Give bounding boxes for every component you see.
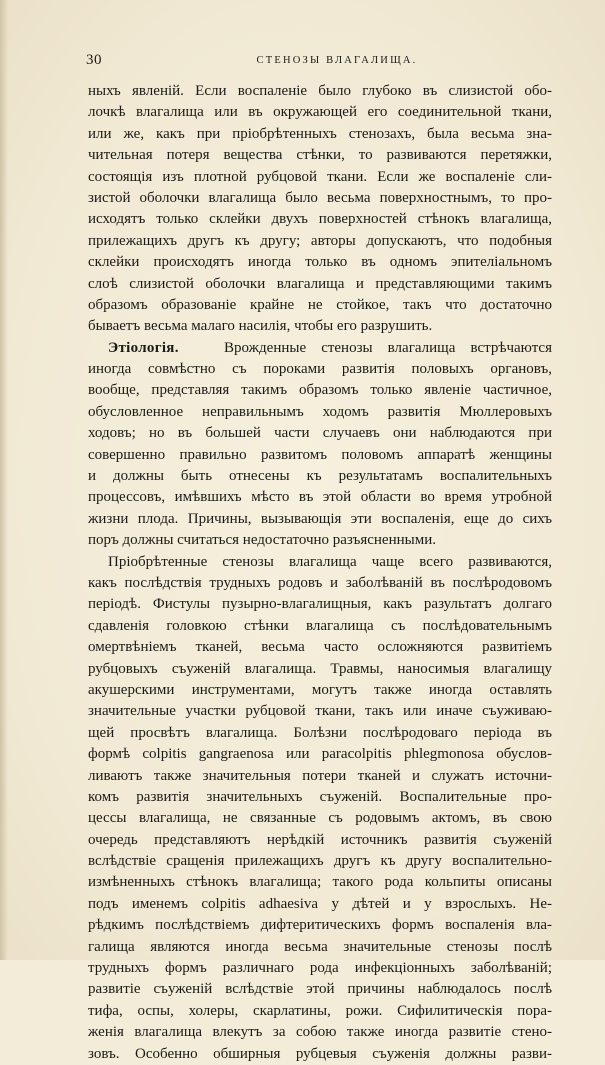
text-line: подъ именемъ colpitis adhaesiva у дѣтей и у взрослыхъ. Не- <box>88 895 552 912</box>
text-line: образомъ образованіе крайне не стойкое, такъ что достаточно <box>88 296 552 313</box>
text-line: слоѣ слизистой оболочки влагалища и представляющими такимъ <box>88 275 552 292</box>
text-line: вслѣдствіе сращенія прилежащихъ другъ къ другу воспалительно- <box>88 853 552 870</box>
text-line: сдавленія головкою стѣнки влагалища съ послѣдовательнымъ <box>88 617 552 634</box>
text-line: цессы влагалища, не связанные съ родовымъ актомъ, въ свою <box>88 810 552 827</box>
text-line: состоящія изъ плотной рубцовой ткани. Если же воспаленіе сли- <box>88 168 552 185</box>
text-line: исходятъ только склейки двухъ поверхностей стѣнокъ влагалища, <box>88 211 552 228</box>
text-line: какъ послѣдствія трудныхъ родовъ и заболѣваній въ послѣродовомъ <box>88 574 552 591</box>
text-line: зистой оболочки влагалища было весьма поверхностнымъ, то про- <box>88 189 552 206</box>
text-line: совершенно правильно развитомъ половомъ аппаратѣ женщины <box>88 446 552 463</box>
text-line: развитіе съуженій вслѣдствіе этой причины наблюдалось послѣ <box>88 981 552 998</box>
text-line: галища являются иногда весьма значительные стенозы послѣ <box>88 938 552 955</box>
paragraph-acquired <box>88 552 552 1065</box>
text-line: и должны быть отнесены къ результатамъ воспалительныхъ <box>88 468 552 485</box>
text-line: комъ развитія значительныхъ съуженій. Воспалительные про- <box>88 788 552 805</box>
text-line: иногда совмѣстно съ пороками развитія половыхъ органовъ, <box>88 361 552 378</box>
text-line: трудныхъ формъ различнаго рода инфекціонныхъ заболѣваній; <box>88 960 552 977</box>
text-line <box>88 338 552 359</box>
body-text <box>88 81 552 1065</box>
text-line: жизни плода. Причины, вызывающія эти воспаленія, еще до сихъ <box>88 510 552 527</box>
text-line: процессовъ, имѣвшихъ мѣсто въ этой области во время утробной <box>88 489 552 506</box>
text-line: ходовъ; но въ большей части случаевъ они наблюдаются при <box>88 425 552 442</box>
text-line: прилежащихъ другъ къ другу; авторы допускаютъ, что подобныя <box>88 232 552 249</box>
text-line: щей просвѣтъ влагалища. Болѣзни послѣродоваго періода въ <box>88 724 552 741</box>
text-line: Пріобрѣтенные стенозы влагалища чаще всего развиваются, <box>108 553 552 570</box>
text-line: ныхъ явленій. Если воспаленіе было глубоко въ слизистой обо- <box>88 83 552 99</box>
text-line: лочкѣ влагалища или въ окружающей его соединительной ткани, <box>88 104 552 121</box>
text-line: значительные участки рубцовой ткани, такъ или иначе съуживаю- <box>88 703 552 720</box>
text-line: ливаютъ также значительныя потери тканей и служатъ источни- <box>88 767 552 784</box>
page-number: 30 <box>86 52 102 68</box>
text-line: рѣдкимъ послѣдствіемъ дифтеритическихъ формъ воспаленія вла- <box>88 917 552 934</box>
running-head: СТЕНОЗЫ ВЛАГАЛИЩА. <box>256 55 418 66</box>
text-line: періодѣ. Фистулы пузырно-влагалищныя, какъ разультатъ долгаго <box>88 596 552 613</box>
text-line: омертвѣніемъ тканей, весьма часто осложняются развитіемъ <box>88 639 552 656</box>
page-edge-shadow <box>0 0 8 960</box>
text-line: рубцовыхъ съуженій влагалища. Травмы, наносимыя влагалищу <box>88 660 552 677</box>
paragraph-continuation <box>88 81 552 338</box>
text-line: измѣненныхъ стѣнокъ влагалища; такого рода кольпиты описаны <box>88 874 552 891</box>
etiology-first-line: Врожденные стенозы влагалища встрѣчаются <box>224 339 552 356</box>
text-line: вообще, представляя такимъ образомъ только явленіе частичное, <box>88 382 552 399</box>
text-line: женія влагалища влекутъ за собою также иногда развитіе стено- <box>88 1024 552 1041</box>
text-line: формѣ colpitis gangraenosa или paracolpitis phlegmonosa обуслов- <box>88 746 552 763</box>
text-line: чительная потеря вещества стѣнки, то развиваются перетяжки, <box>88 147 552 164</box>
page-header <box>82 52 552 72</box>
etiology-heading: Этіологія. <box>108 339 179 356</box>
text-line: очередь представляютъ нерѣдкій источникъ развитія съуженій <box>88 831 552 848</box>
text-line: поръ должны считаться недостаточно разъясненными. <box>88 532 436 549</box>
text-line: зовъ. Особенно обширныя рубцевыя съуженія должны разви- <box>88 1045 552 1062</box>
text-line: бываетъ весьма малаго насилія, чтобы его разрушить. <box>88 318 433 335</box>
text-line: склейки происходятъ иногда только въ одномъ эпителіальномъ <box>88 254 552 271</box>
text-line: акушерскими инструментами, могутъ также иногда оставлять <box>88 681 552 698</box>
text-line: обусловленное неправильнымъ ходомъ развитія Мюллеровыхъ <box>88 403 552 420</box>
text-line: или же, какъ при пріобрѣтенныхъ стенозахъ, была весьма зна- <box>88 125 552 142</box>
text-line: тифа, оспы, холеры, скарлатины, рожи. Сифилитическія пора- <box>88 1002 552 1019</box>
paragraph-etiology <box>88 338 552 552</box>
